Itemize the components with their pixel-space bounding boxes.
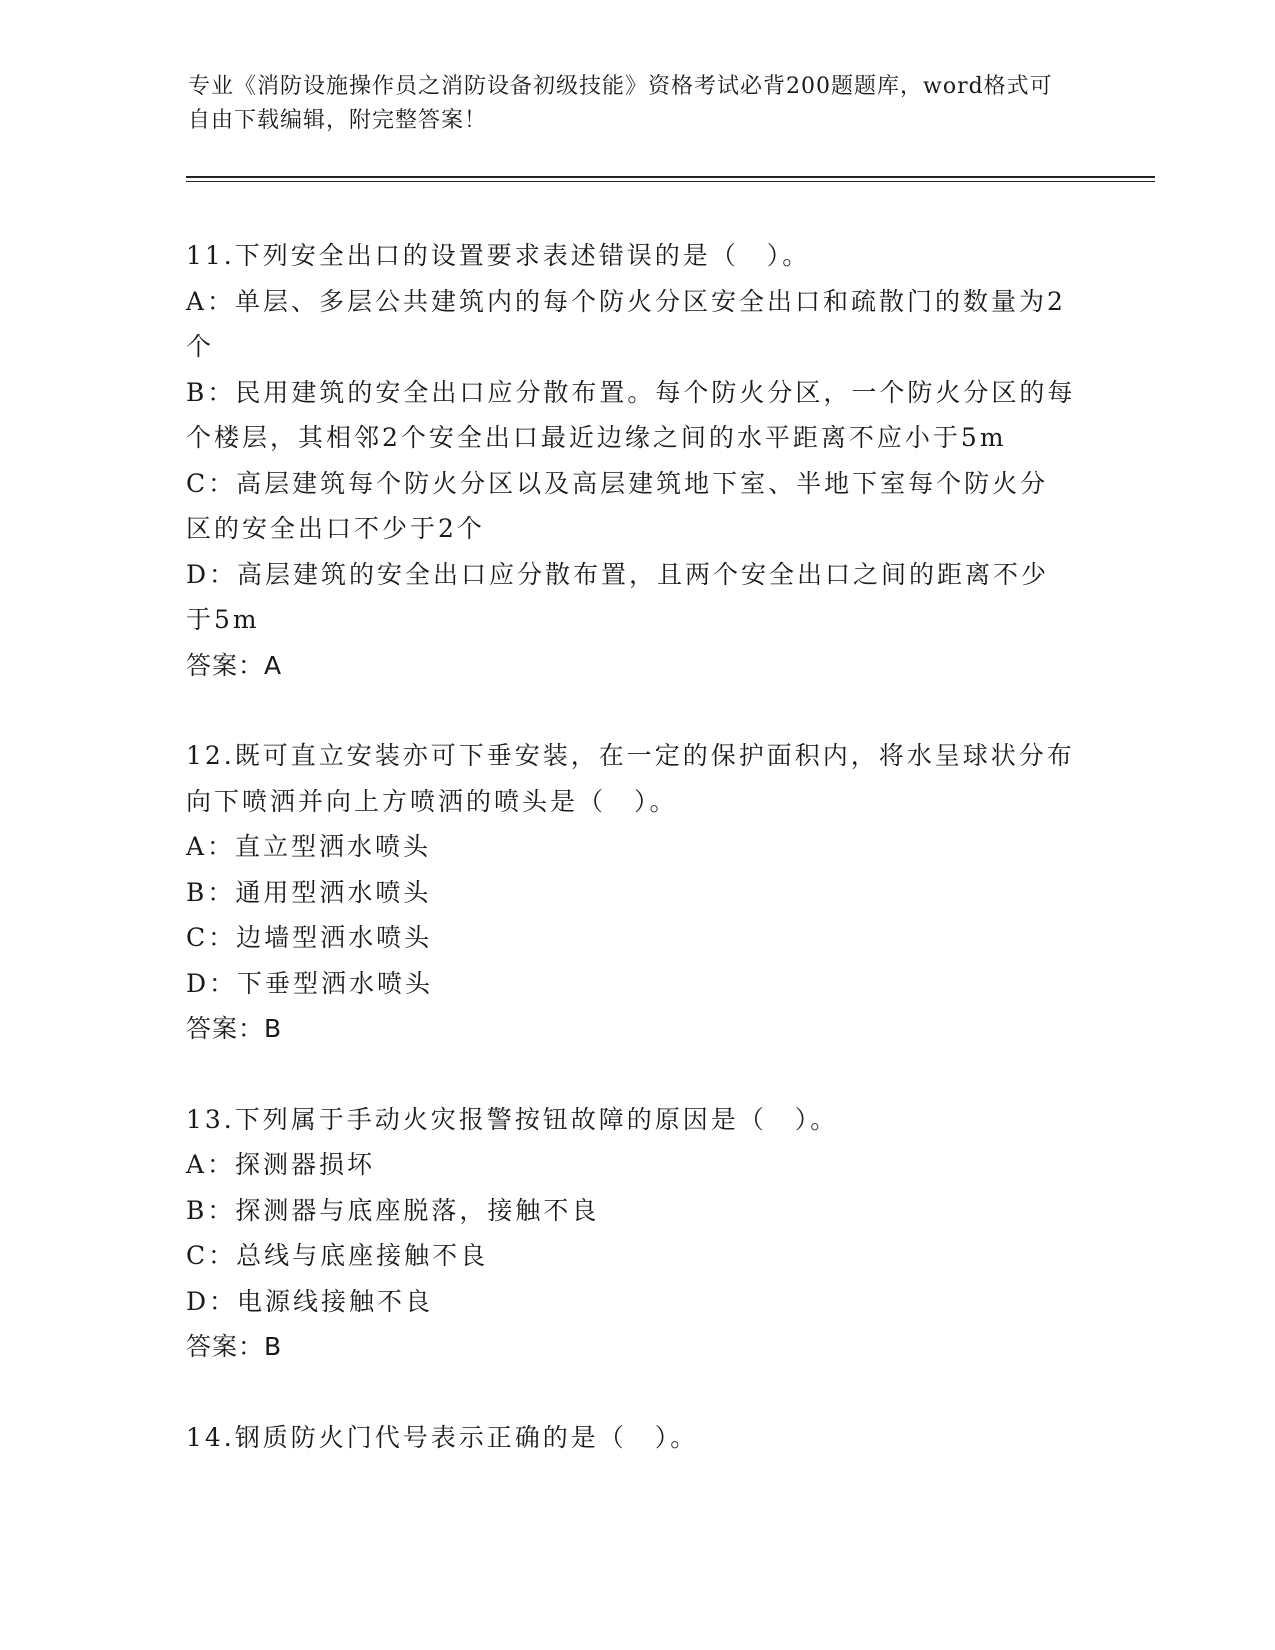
answer-label: 答案：B xyxy=(186,1014,283,1043)
option-b: B：民用建筑的安全出口应分散布置。每个防火分区，一个防火分区的每个楼层，其相邻2个安全出口最近边缘之间的水平距离不应小于5m xyxy=(186,377,1076,452)
question-stem: 13.下列属于手动火灾报警按钮故障的原因是（ ）。 xyxy=(186,1104,839,1134)
option-c: C：高层建筑每个防火分区以及高层建筑地下室、半地下室每个防火分区的安全出口不少于2个 xyxy=(186,468,1049,543)
option-d: D：高层建筑的安全出口应分散布置，且两个安全出口之间的距离不少于5m xyxy=(186,559,1050,634)
option-d: D：下垂型洒水喷头 xyxy=(186,968,434,998)
header-rule-thick xyxy=(186,176,1155,178)
answer-label: 答案：A xyxy=(186,650,283,680)
question-13 xyxy=(186,1097,1076,1370)
option-a: A：直立型洒水喷头 xyxy=(186,832,432,861)
answer-label: 答案：B xyxy=(186,1332,283,1361)
question-12 xyxy=(186,733,1076,1052)
option-c: C：边墙型洒水喷头 xyxy=(186,923,433,952)
question-stem: 11.下列安全出口的设置要求表述错误的是（ ）。 xyxy=(186,241,811,270)
document-header: 专业《消防设施操作员之消防设备初级技能》资格考试必背200题题库，word格式可自由下载编辑，附完整答案！ xyxy=(188,74,1053,133)
option-d: D：电源线接触不良 xyxy=(186,1286,434,1316)
question-stem: 12.既可直立安装亦可下垂安装，在一定的保护面积内，将水呈球状分布向下喷洒并向上方喷洒的喷头是（ ）。 xyxy=(186,741,1075,816)
question-stem: 14.钢质防火门代号表示正确的是（ ）。 xyxy=(186,1422,699,1452)
question-11 xyxy=(186,233,1076,688)
option-b: B：探测器与底座脱落，接触不良 xyxy=(186,1195,600,1225)
option-a: A：单层、多层公共建筑内的每个防火分区安全出口和疏散门的数量为2个 xyxy=(186,286,1066,361)
option-a: A：探测器损坏 xyxy=(186,1150,376,1179)
option-c: C：总线与底座接触不良 xyxy=(186,1241,489,1270)
header-rule-thin xyxy=(186,181,1155,182)
question-14 xyxy=(186,1415,1076,1461)
question-list xyxy=(186,233,1076,1505)
option-b: B：通用型洒水喷头 xyxy=(186,877,432,907)
